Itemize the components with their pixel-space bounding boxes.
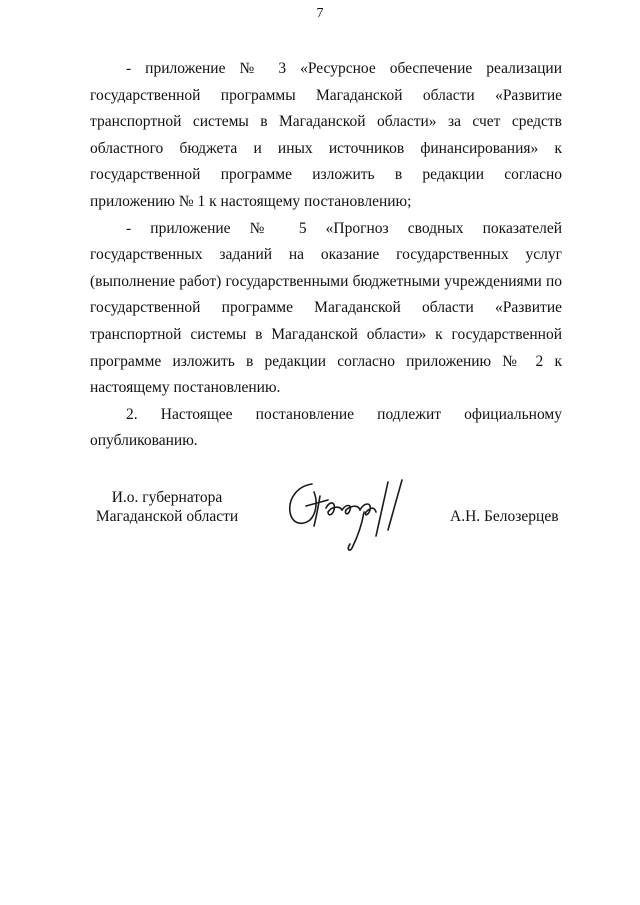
signer-title-line-1: И.о. губернатора: [111, 489, 223, 506]
signer-title: [92, 488, 242, 526]
paragraph-appendix-5: - приложение № 5 «Прогноз сводных показателей государственных заданий на оказание государственных услуг (выполнение работ) государственными бюджетными учреждениями по государственной программе Магаданской области «Развитие транспортной системы в Магаданской области» к государственной программе изложить в редакции согласно приложению № 2 к настоящему постановлению.: [90, 219, 562, 397]
signer-title-line-2: Магаданской области: [95, 508, 239, 525]
signer-name: А.Н. Белозерцев: [450, 508, 559, 525]
handwritten-signature: [284, 476, 424, 556]
paragraph-publication: 2. Настоящее постановление подлежит официальному опубликованию.: [90, 405, 562, 450]
signature-block: [0, 488, 640, 558]
page-number: 7: [316, 6, 324, 21]
document-body: [90, 56, 562, 455]
paragraph-appendix-3: - приложение № 3 «Ресурсное обеспечение реализации государственной программы Магаданской области «Развитие транспортной системы в Магаданской области» за счет средств областного бюджета и иных источников финансирования» к государственной программе изложить в редакции согласно приложению № 1 к настоящему постановлению;: [90, 60, 562, 210]
